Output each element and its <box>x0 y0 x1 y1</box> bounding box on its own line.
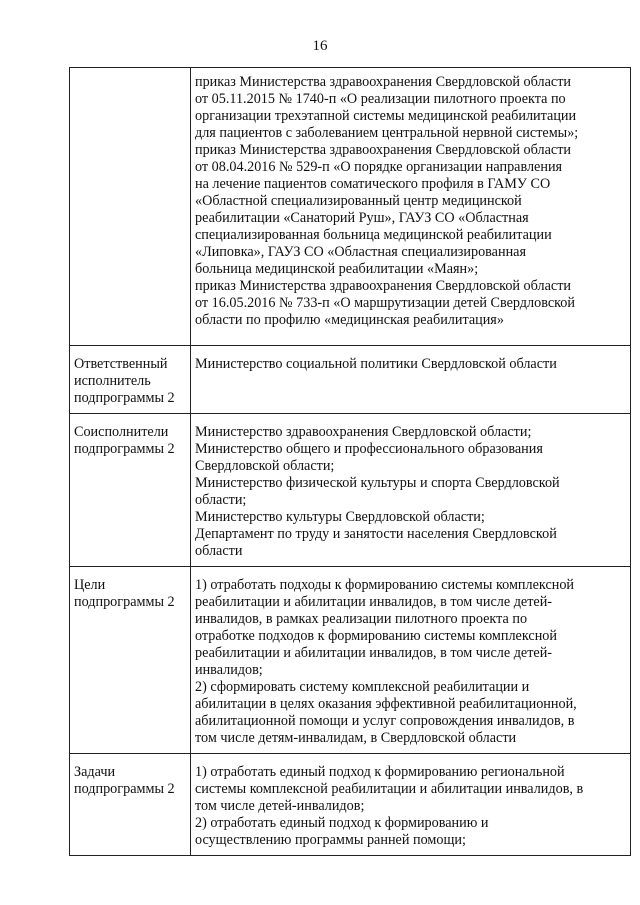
content-line: области по профилю «медицинская реабилитация» <box>195 312 504 328</box>
content-line: организации трехэтапной системы медицинской реабилитации <box>195 108 577 124</box>
content-line: том числе детей-инвалидов; <box>195 798 365 814</box>
content-line: системы комплексной реабилитации и абилитации инвалидов, в <box>195 781 584 797</box>
row-content-legal-basis <box>191 68 631 346</box>
label-line: Цели <box>74 577 106 593</box>
content-line: Департамент по труду и занятости населения Свердловской <box>195 526 557 542</box>
label-line: подпрограммы 2 <box>74 390 175 406</box>
label-line: подпрограммы 2 <box>74 594 175 610</box>
table-row-tasks <box>70 754 631 856</box>
content-line: области <box>195 543 243 559</box>
content-line: от 08.04.2016 № 529-п «О порядке организации направления <box>195 159 563 175</box>
content-line: Министерство культуры Свердловской области; <box>195 509 485 525</box>
content-line: области; <box>195 492 247 508</box>
row-content-co-executors <box>191 414 631 567</box>
content-line: для пациентов с заболеванием центральной нервной системы»; <box>195 125 579 141</box>
label-line: подпрограммы 2 <box>74 441 175 457</box>
table-row-co-executors <box>70 414 631 567</box>
content-line: реабилитации и абилитации инвалидов, в том числе детей- <box>195 645 553 661</box>
content-line: «Липовка», ГАУЗ СО «Областная специализированная <box>195 244 526 260</box>
content-line: Министерство здравоохранения Свердловской области; <box>195 424 532 440</box>
content-line: специализированная больница медицинской реабилитации <box>195 227 552 243</box>
content-line: абилитации в целях оказания эффективной реабилитационной, <box>195 696 577 712</box>
table-row-responsible-executor <box>70 346 631 414</box>
row-label-responsible-executor <box>70 346 191 414</box>
content-line: приказ Министерства здравоохранения Свердловской области <box>195 74 571 90</box>
content-line: приказ Министерства здравоохранения Свердловской области <box>195 142 571 158</box>
label-line: исполнитель <box>74 373 151 389</box>
content-line: инвалидов; <box>195 662 263 678</box>
content-line: Свердловской области; <box>195 458 335 474</box>
label-line: Задачи <box>74 764 116 780</box>
content-line: 2) отработать единый подход к формированию и <box>195 815 489 831</box>
content-line: Министерство социальной политики Свердловской области <box>195 356 557 372</box>
content-line: приказ Министерства здравоохранения Свердловской области <box>195 278 571 294</box>
page-number: 16 <box>312 38 328 54</box>
content-line: реабилитации «Санаторий Руш», ГАУЗ СО «Областная <box>195 210 529 226</box>
row-label-empty <box>70 68 191 346</box>
content-line: осуществлению программы ранней помощи; <box>195 832 466 848</box>
content-line: 1) отработать единый подход к формированию региональной <box>195 764 565 780</box>
content-line: «Областной специализированный центр медицинской <box>195 193 522 209</box>
content-line: Министерство физической культуры и спорта Свердловской <box>195 475 560 491</box>
subprogram-passport-table <box>69 67 631 856</box>
row-content-tasks <box>191 754 631 856</box>
content-line: инвалидов, в рамках реализации пилотного проекта по <box>195 611 528 627</box>
table-row-goals <box>70 567 631 754</box>
row-label-co-executors <box>70 414 191 567</box>
content-line: реабилитации и абилитации инвалидов, в том числе детей- <box>195 594 553 610</box>
row-content-responsible-executor <box>191 346 631 414</box>
content-line: от 16.05.2016 № 733-п «О маршрутизации детей Свердловской <box>195 295 575 311</box>
row-label-goals <box>70 567 191 754</box>
table-row-legal-basis <box>70 68 631 346</box>
content-line: от 05.11.2015 № 1740-п «О реализации пилотного проекта по <box>195 91 566 107</box>
content-line: абилитационной помощи и услуг сопровождения инвалидов, в <box>195 713 575 729</box>
content-line: 1) отработать подходы к формированию системы комплексной <box>195 577 575 593</box>
content-line: 2) сформировать систему комплексной реабилитации и <box>195 679 530 695</box>
content-line: том числе детям-инвалидам, в Свердловской области <box>195 730 517 746</box>
content-line: больница медицинской реабилитации «Маян»; <box>195 261 479 277</box>
label-line: Ответственный <box>74 356 168 372</box>
content-line: на лечение пациентов соматического профиля в ГАМУ СО <box>195 176 551 192</box>
content-line: Министерство общего и профессионального образования <box>195 441 543 457</box>
content-line: отработке подходов к формированию системы комплексной <box>195 628 557 644</box>
label-line: подпрограммы 2 <box>74 781 175 797</box>
row-content-goals <box>191 567 631 754</box>
label-line: Соисполнители <box>74 424 169 440</box>
row-label-tasks <box>70 754 191 856</box>
